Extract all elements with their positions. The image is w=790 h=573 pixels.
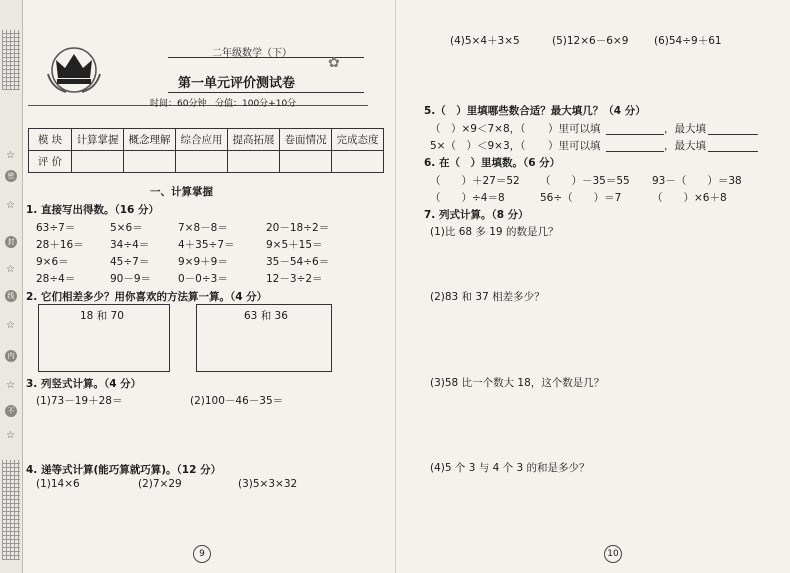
- crown-logo-icon: [44, 44, 104, 94]
- subject-label: 二年级数学（下）: [212, 48, 292, 59]
- problem: (3)5×3×32: [238, 478, 298, 490]
- question-3-title: 3. 列竖式计算。（4 分）: [26, 378, 142, 390]
- problem: 45÷7＝: [110, 256, 150, 268]
- problem: 9×5＋15＝: [266, 239, 323, 251]
- question-4-title: 4. 递等式计算(能巧算就巧算)。（12 分）: [26, 464, 222, 476]
- table-cell: 综合应用: [176, 129, 228, 151]
- answer-blank[interactable]: [606, 121, 664, 135]
- page-title: 第一单元评价测试卷: [178, 76, 296, 91]
- problem: 34÷4＝: [110, 239, 150, 251]
- star-icon: ☆: [6, 430, 15, 441]
- gutter-pattern: [2, 30, 20, 90]
- problem: ，最大填: [664, 123, 706, 135]
- star-icon: ☆: [6, 380, 15, 391]
- table-cell[interactable]: [228, 151, 280, 173]
- question-5-title: 5.（ ）里填哪些数合适？最大填几？（4 分）: [424, 105, 646, 117]
- header-rule: [168, 92, 364, 93]
- problem: 28＋16＝: [36, 239, 84, 251]
- table-row: [29, 129, 384, 151]
- star-icon: ☆: [6, 264, 15, 275]
- table-cell[interactable]: [280, 151, 332, 173]
- problem: ）里可以填: [548, 140, 601, 152]
- question-2-title: 2. 它们相差多少？用你喜欢的方法算一算。（4 分）: [26, 291, 268, 303]
- problem: 9×6＝: [36, 256, 69, 268]
- problem: (3)58 比一个数大 18，这个数是几？: [430, 377, 605, 389]
- problem: 0－0÷3＝: [178, 273, 228, 285]
- problem: 90－9＝: [110, 273, 152, 285]
- problem: 5×（ ）＜9×3，（: [430, 140, 526, 152]
- problem: 56÷（ ）＝7: [540, 192, 622, 204]
- page-number: 9: [193, 545, 211, 563]
- gutter-label: 封: [5, 236, 17, 248]
- problem: 35－54÷6＝: [266, 256, 330, 268]
- page-number: 10: [604, 545, 622, 563]
- problem: 18 和 70: [80, 310, 124, 322]
- problem: 63 和 36: [244, 310, 288, 322]
- time-label: 时间：60分钟: [150, 99, 207, 109]
- gutter-label: 线: [5, 290, 17, 302]
- problem: (2)100－46－35＝: [190, 395, 284, 407]
- problem: 5×6＝: [110, 222, 143, 234]
- decoration-icon: ✿: [328, 55, 340, 71]
- problem: (5)12×6－6×9: [552, 35, 629, 47]
- problem: 12－3÷2＝: [266, 273, 323, 285]
- star-icon: ☆: [6, 320, 15, 331]
- problem: ，最大填: [664, 140, 706, 152]
- gutter-pattern: [2, 460, 20, 560]
- table-cell: 评 价: [29, 151, 72, 173]
- gutter-label: 密: [5, 170, 17, 182]
- problem: （ ）×6＋8: [652, 192, 727, 204]
- question-1-title: 1. 直接写出得数。（16 分）: [26, 204, 159, 216]
- problem: (1)73－19＋28＝: [36, 395, 123, 407]
- star-icon: ☆: [6, 200, 15, 211]
- problem: (6)54÷9＋61: [654, 35, 722, 47]
- problem: （ ）＋27＝52: [430, 175, 520, 187]
- problem: (1)比 68 多 19 的数是几？: [430, 226, 559, 238]
- problem: (1)14×6: [36, 478, 80, 490]
- answer-blank[interactable]: [708, 138, 758, 152]
- table-cell[interactable]: [332, 151, 384, 173]
- table-cell: 提高拓展: [228, 129, 280, 151]
- score-label: 分值：100分+10分: [215, 99, 297, 109]
- binding-gutter: [0, 0, 23, 573]
- problem: 63÷7＝: [36, 222, 76, 234]
- answer-blank[interactable]: [708, 121, 758, 135]
- problem: ）里可以填: [548, 123, 601, 135]
- problem: （ ）×9＜7×8，（: [430, 123, 526, 135]
- table-cell: 卷面情况: [280, 129, 332, 151]
- problem: 20－18÷2＝: [266, 222, 330, 234]
- problem: (4)5 个 3 与 4 个 3 的和是多少？: [430, 462, 590, 474]
- problem: 4＋35÷7＝: [178, 239, 235, 251]
- problem: 93－（ ）＝38: [652, 175, 742, 187]
- table-cell[interactable]: [124, 151, 176, 173]
- table-cell: 概念理解: [124, 129, 176, 151]
- page-fold: [395, 0, 396, 573]
- problem: 28÷4＝: [36, 273, 76, 285]
- table-cell[interactable]: [72, 151, 124, 173]
- table-cell: 计算掌握: [72, 129, 124, 151]
- problem: （ ）÷4＝8: [430, 192, 505, 204]
- problem: (2)7×29: [138, 478, 182, 490]
- answer-blank[interactable]: [606, 138, 664, 152]
- table-cell: 模 块: [29, 129, 72, 151]
- table-cell: 完成态度: [332, 129, 384, 151]
- problem: 7×8－8＝: [178, 222, 228, 234]
- problem: (2)83 和 37 相差多少？: [430, 291, 545, 303]
- score-table: [28, 128, 384, 173]
- table-cell[interactable]: [176, 151, 228, 173]
- question-7-title: 7. 列式计算。（8 分）: [424, 209, 529, 221]
- gutter-label: 不: [5, 405, 17, 417]
- star-icon: ☆: [6, 150, 15, 161]
- table-row: [29, 151, 384, 173]
- gutter-label: 内: [5, 350, 17, 362]
- section-heading: 一、计算掌握: [150, 186, 213, 198]
- problem: （ ）－35＝55: [540, 175, 630, 187]
- problem: 9×9＋9＝: [178, 256, 228, 268]
- question-6-title: 6. 在（ ）里填数。（6 分）: [424, 157, 561, 169]
- problem: (4)5×4＋3×5: [450, 35, 520, 47]
